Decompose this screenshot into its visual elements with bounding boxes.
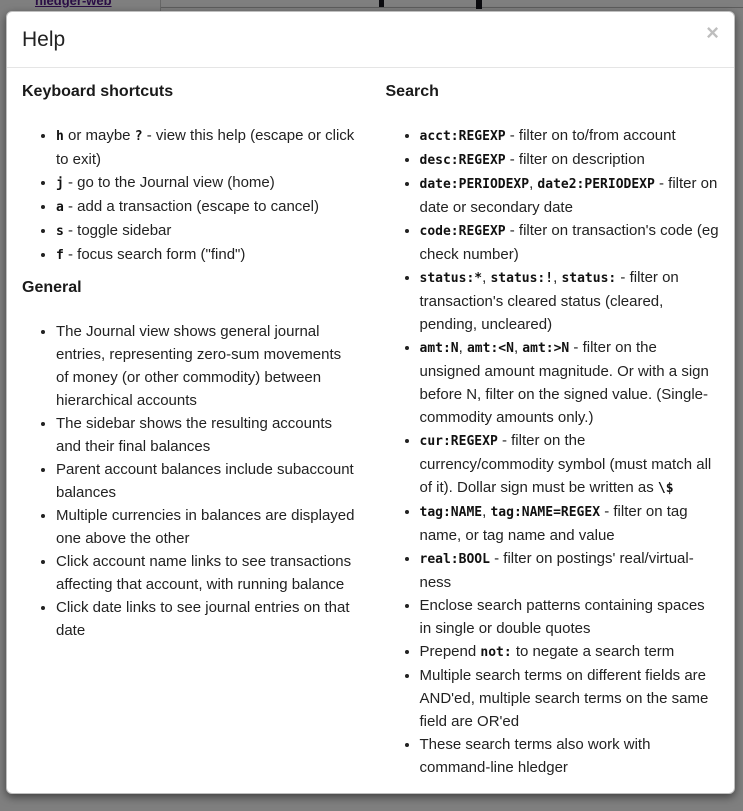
code-term: amt:<N — [466, 341, 514, 356]
modal-body — [7, 68, 734, 794]
list-item: • j - go to the Journal view (home) — [56, 171, 356, 195]
code-term: acct:REGEXP — [419, 129, 506, 144]
code-term: status: — [561, 271, 617, 286]
code-term: status:! — [490, 271, 554, 286]
code-term: ? — [134, 129, 143, 144]
help-list — [22, 124, 356, 267]
list-item: • Enclose search patterns containing spaces in single or double quotes — [420, 594, 720, 640]
help-modal — [6, 11, 735, 794]
list-item: • f - focus search form ("find") — [56, 243, 356, 267]
code-term: tag:NAME=REGEX — [490, 505, 601, 520]
help-list — [386, 124, 720, 779]
section-heading: Search — [385, 83, 439, 100]
column-left — [22, 83, 356, 789]
code-term: real:BOOL — [419, 552, 490, 567]
code-term: code:REGEXP — [419, 224, 506, 239]
list-item: • Multiple search terms on different fields are AND'ed, multiple search terms on the same field are OR'ed — [420, 664, 720, 733]
code-term: date:PERIODEXP — [419, 177, 530, 192]
list-item: • tag:NAME, tag:NAME=REGEX - filter on tag name, or tag name and value — [420, 500, 720, 547]
list-item: • Click account name links to see transactions affecting that account, with running balance — [56, 550, 356, 596]
code-term: date2:PERIODEXP — [537, 177, 655, 192]
code-term: not: — [480, 645, 512, 660]
code-term: j — [56, 176, 64, 191]
help-list — [22, 320, 356, 642]
list-item: • real:BOOL - filter on postings' real/virtual-ness — [420, 547, 720, 594]
modal-title: Help — [22, 28, 66, 51]
list-item: • Click date links to see journal entries on that date — [56, 596, 356, 642]
list-item: • The sidebar shows the resulting accounts and their final balances — [56, 412, 356, 458]
code-term: a — [56, 200, 64, 215]
modal-header — [7, 12, 734, 68]
list-item: • Prepend not: to negate a search term — [420, 640, 720, 664]
list-item: • h or maybe ? - view this help (escape or click to exit) — [56, 124, 356, 171]
code-term: tag:NAME — [419, 505, 483, 520]
list-item: • The Journal view shows general journal entries, representing zero-sum movements of money (or other commodity) between hierarchical accounts — [56, 320, 356, 412]
code-term: amt:N — [419, 341, 459, 356]
code-term: status:* — [419, 271, 483, 286]
list-item: • status:*, status:!, status: - filter on transaction's cleared status (cleared, pending, uncleared) — [420, 266, 720, 336]
close-icon[interactable]: × — [706, 20, 719, 45]
code-term: amt:>N — [522, 341, 570, 356]
column-right — [386, 83, 720, 789]
section-heading: General — [22, 279, 82, 296]
list-item: • cur:REGEXP - filter on the currency/commodity symbol (must match all of it). Dollar sign must be written as \$ — [420, 429, 720, 500]
list-item: • amt:N, amt:<N, amt:>N - filter on the unsigned amount magnitude. Or with a sign before N, filter on the signed value. (Single-commodity amounts only.) — [420, 336, 720, 429]
code-term: \$ — [657, 481, 674, 496]
section-heading: Keyboard shortcuts — [22, 83, 174, 100]
code-term: s — [56, 224, 64, 239]
list-item: • date:PERIODEXP, date2:PERIODEXP - filter on date or secondary date — [420, 172, 720, 219]
list-item: • Multiple currencies in balances are displayed one above the other — [56, 504, 356, 550]
list-item: • acct:REGEXP - filter on to/from account — [420, 124, 720, 148]
code-term: desc:REGEXP — [419, 153, 506, 168]
code-term: f — [56, 248, 64, 263]
list-item: • desc:REGEXP - filter on description — [420, 148, 720, 172]
list-item: • a - add a transaction (escape to cancel) — [56, 195, 356, 219]
list-item: • code:REGEXP - filter on transaction's code (eg check number) — [420, 219, 720, 266]
list-item: • s - toggle sidebar — [56, 219, 356, 243]
list-item: • Parent account balances include subaccount balances — [56, 458, 356, 504]
code-term: h — [56, 129, 64, 144]
code-term: cur:REGEXP — [419, 434, 498, 449]
list-item: • These search terms also work with command-line hledger — [420, 733, 720, 779]
